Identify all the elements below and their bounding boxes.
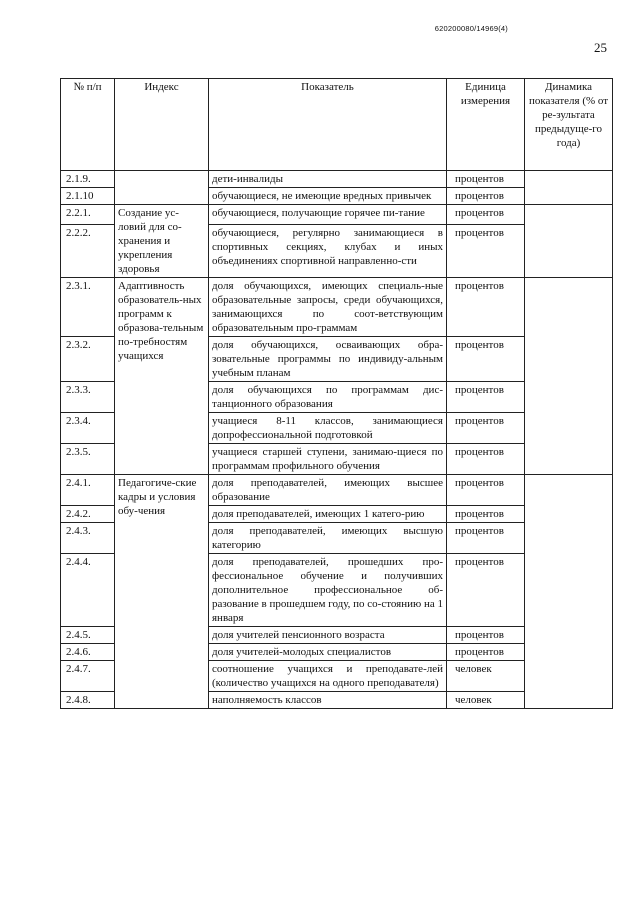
row-unit: процентов (447, 444, 525, 475)
row-indicator: доля обучающихся, имеющих специаль-ные образовательные запросы, среди обучающихся, занимающихся по соот-ветствующим образовательным про-граммам (209, 278, 447, 337)
row-indicator: соотношение учащихся и преподавате-лей (количество учащихся на одного преподавателя) (209, 661, 447, 692)
header-num: № п/п (61, 79, 115, 171)
row-indicator: наполняемость классов (209, 692, 447, 709)
row-unit: процентов (447, 382, 525, 413)
row-num: 2.2.1. (61, 205, 115, 225)
row-unit: человек (447, 692, 525, 709)
row-num: 2.3.4. (61, 413, 115, 444)
row-num: 2.4.3. (61, 523, 115, 554)
header-index: Индекс (115, 79, 209, 171)
row-indicator: доля преподавателей, имеющих высшее образование (209, 475, 447, 506)
row-indicator: доля обучающихся, осваивающих обра-зовательные программы по индивиду-альным учебным планам (209, 337, 447, 382)
header-indicator: Показатель (209, 79, 447, 171)
row-num: 2.4.4. (61, 554, 115, 627)
row-unit: процентов (447, 225, 525, 278)
header-unit: Единица измерения (447, 79, 525, 171)
row-num: 2.4.7. (61, 661, 115, 692)
indicators-table (60, 78, 613, 709)
row-unit: процентов (447, 171, 525, 188)
row-num: 2.4.2. (61, 506, 115, 523)
group-index-cell (115, 171, 209, 205)
row-num: 2.4.1. (61, 475, 115, 506)
table-header-row (61, 79, 613, 171)
row-num: 2.3.1. (61, 278, 115, 337)
row-indicator: обучающиеся, не имеющие вредных привычек (209, 188, 447, 205)
row-num: 2.3.5. (61, 444, 115, 475)
row-indicator: обучающиеся, получающие горячее пи-тание (209, 205, 447, 225)
row-num: 2.2.2. (61, 225, 115, 278)
page-number: 25 (594, 40, 607, 55)
table-row (61, 278, 613, 337)
row-indicator: обучающиеся, регулярно занимающиеся в спортивных секциях, клубах и иных объединениях спортивной направленно-сти (209, 225, 447, 278)
row-unit: процентов (447, 188, 525, 205)
row-dynamics (525, 205, 613, 278)
row-unit: процентов (447, 337, 525, 382)
row-num: 2.4.5. (61, 627, 115, 644)
row-num: 2.4.6. (61, 644, 115, 661)
row-unit: процентов (447, 554, 525, 627)
table-row (61, 205, 613, 225)
header-dynamics: Динамика показателя (% от ре-зультата предыдуще-го года) (525, 79, 613, 171)
row-dynamics (525, 278, 613, 475)
row-num: 2.4.8. (61, 692, 115, 709)
row-unit: процентов (447, 278, 525, 337)
row-indicator: учащиеся старшей ступени, занимаю-щиеся по программам профильного обучения (209, 444, 447, 475)
row-unit: процентов (447, 523, 525, 554)
table-row (61, 475, 613, 506)
group-index-cell: Создание ус-ловий для со-хранения и укрепления здоровья (115, 205, 209, 278)
row-num: 2.3.3. (61, 382, 115, 413)
row-indicator: доля учителей пенсионного возраста (209, 627, 447, 644)
row-indicator: доля обучающихся по программам дис-танционного образования (209, 382, 447, 413)
row-indicator: доля преподавателей, прошедших про-фессиональное обучение и получивших дополнительное профессиональное об-разование в прошедшем году, по со-стоянию на 1 января (209, 554, 447, 627)
row-num: 2.1.9. (61, 171, 115, 188)
row-dynamics (525, 171, 613, 205)
row-unit: процентов (447, 644, 525, 661)
row-unit: процентов (447, 475, 525, 506)
row-indicator: учащиеся 8-11 классов, занимающиеся допрофессиональной подготовкой (209, 413, 447, 444)
row-indicator: доля преподавателей, имеющих высшую категорию (209, 523, 447, 554)
row-indicator: доля преподавателей, имеющих 1 катего-рию (209, 506, 447, 523)
table-row (61, 171, 613, 188)
row-num: 2.1.10 (61, 188, 115, 205)
row-indicator: дети-инвалиды (209, 171, 447, 188)
group-index-cell: Педагогиче-ские кадры и условия обу-чения (115, 475, 209, 709)
row-num: 2.3.2. (61, 337, 115, 382)
row-unit: процентов (447, 205, 525, 225)
row-unit: человек (447, 661, 525, 692)
document-number: 620200080/14969(4) (434, 24, 508, 33)
row-indicator: доля учителей-молодых специалистов (209, 644, 447, 661)
group-index-cell: Адаптивность образователь-ных программ к образова-тельным по-требностям учащихся (115, 278, 209, 475)
row-unit: процентов (447, 506, 525, 523)
row-dynamics (525, 475, 613, 709)
row-unit: процентов (447, 627, 525, 644)
row-unit: процентов (447, 413, 525, 444)
